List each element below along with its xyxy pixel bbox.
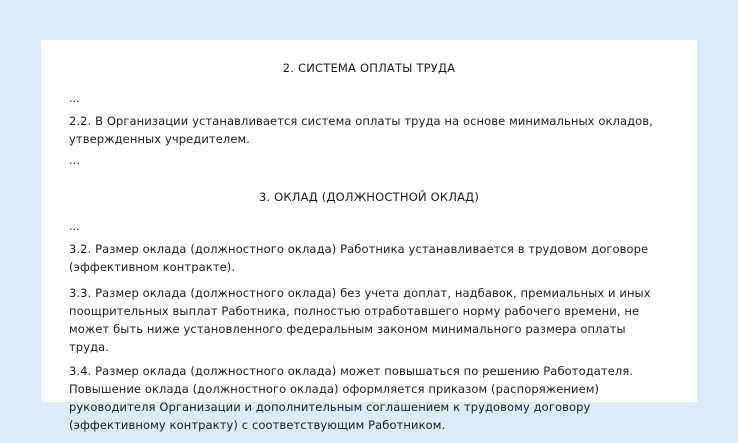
paragraph-3-4: 3.4. Размер оклада (должностного оклада) может повышаться по решению Работодателя. Повышение оклада (должностного оклада) оформляется приказом (распоряжением) руководителя Организации и дополнительным соглашением к трудовому договору (эффективному контракту) с соответствующим Работником. — [69, 364, 634, 432]
document-page — [41, 40, 697, 432]
section-2-title: 2. СИСТЕМА ОПЛАТЫ ТРУДА — [282, 61, 456, 75]
ellipsis-1: ... — [69, 91, 80, 105]
section-3-title: 3. ОКЛАД (ДОЛЖНОСТНОЙ ОКЛАД) — [258, 190, 480, 204]
paragraph-3-2: 3.2. Размер оклада (должностного оклада) Работника устанавливается в трудовом договоре (эффективном контракте). — [69, 242, 649, 274]
paragraph-2-2: 2.2. В Организации устанавливается система оплаты труда на основе минимальных окладов, утвержденных учредителем. — [69, 114, 653, 146]
ellipsis-2: ... — [69, 153, 80, 167]
ellipsis-3: ... — [69, 219, 80, 233]
paragraph-3-3: 3.3. Размер оклада (должностного оклада) без учета доплат, надбавок, премиальных и иных поощрительных выплат Работника, полностью отработавшего норму рабочего времени, не может быть ниже установленного федеральным законом минимального размера оплаты труда. — [69, 286, 651, 354]
